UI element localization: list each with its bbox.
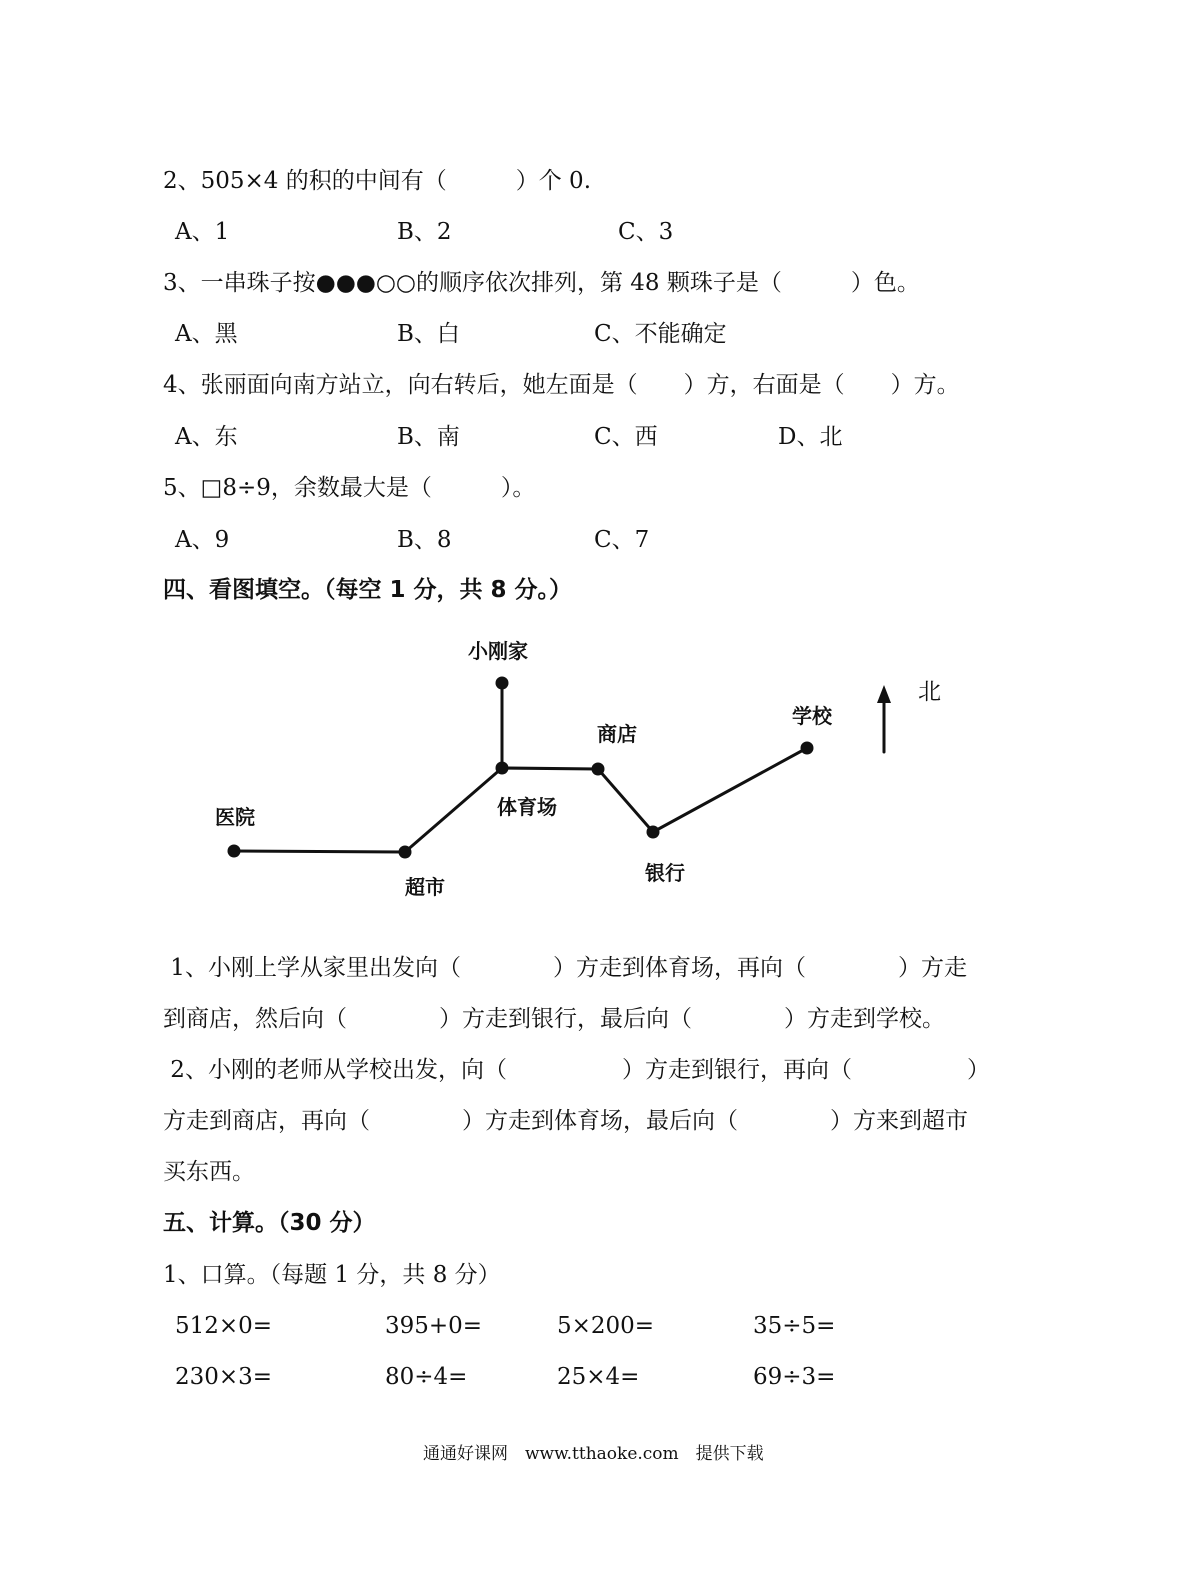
section-4-item-2-line-2: 方走到商店，再向（ ）方走到体育场，最后向（ ）方来到超市: [163, 1108, 968, 1134]
question-2-stem: 2、505×4 的积的中间有（ ）个 0.: [163, 168, 592, 194]
bank-dot: [647, 826, 660, 839]
path-hospital-supermarket: [234, 851, 405, 852]
oral-calc-item: 25×4=: [557, 1364, 640, 1390]
question-4-stem: 4、张丽面向南方站立，向右转后，她左面是（ ）方，右面是（ ）方。: [163, 372, 960, 398]
map-label-shop: 商店: [597, 722, 637, 746]
supermarket-dot: [399, 846, 412, 859]
map-label-bank: 银行: [645, 861, 685, 885]
question-2-option-c: C、3: [618, 219, 674, 245]
oral-calc-item: 230×3=: [175, 1364, 273, 1390]
oral-calc-item: 35÷5=: [753, 1313, 836, 1339]
section-4-item-2-line-1: 2、小刚的老师从学校出发，向（ ）方走到银行，再向（ ）: [163, 1057, 990, 1083]
question-3-option-c: C、不能确定: [594, 321, 727, 347]
question-4-option-d: D、北: [778, 424, 843, 450]
path-stadium-shop: [502, 768, 598, 769]
oral-calc-item: 395+0=: [385, 1313, 483, 1339]
question-5-option-b: B、8: [397, 527, 452, 553]
question-3-option-b: B、白: [397, 321, 460, 347]
school-dot: [801, 742, 814, 755]
section-5-subheading: 1、口算。（每题 1 分，共 8 分）: [163, 1262, 501, 1288]
hospital-dot: [228, 845, 241, 858]
question-4-option-c: C、西: [594, 424, 658, 450]
question-4-option-b: B、南: [397, 424, 460, 450]
question-3-option-a: A、黑: [175, 321, 238, 347]
question-5-option-a: A、9: [175, 527, 230, 553]
question-5-stem: 5、□8÷9，余数最大是（ ）。: [163, 475, 536, 501]
path-bank-school: [653, 748, 807, 832]
shop-dot: [592, 763, 605, 776]
footer-source: 通通好课网 www.tthaoke.com 提供下载: [423, 1444, 764, 1464]
map-label-north: 北: [918, 679, 941, 705]
path-supermarket-stadium: [405, 768, 502, 852]
stadium-dot: [496, 762, 509, 775]
section-4-item-1-line-2: 到商店，然后向（ ）方走到银行，最后向（ ）方走到学校。: [163, 1006, 945, 1032]
oral-calc-item: 5×200=: [557, 1313, 655, 1339]
section-4-item-1-line-1: 1、小刚上学从家里出发向（ ）方走到体育场，再向（ ）方走: [163, 955, 967, 981]
question-5-option-c: C、7: [594, 527, 650, 553]
path-shop-bank: [598, 769, 653, 832]
question-3-stem: 3、一串珠子按●●●○○的顺序依次排列，第 48 颗珠子是（ ）色。: [163, 270, 920, 296]
section-4-heading: 四、看图填空。（每空 1 分，共 8 分。）: [163, 577, 573, 603]
map-label-stadium: 体育场: [497, 795, 557, 819]
oral-calc-item: 69÷3=: [753, 1364, 836, 1390]
oral-calc-item: 80÷4=: [385, 1364, 468, 1390]
map-label-school: 学校: [792, 704, 832, 728]
section-5-heading: 五、计算。（30 分）: [163, 1210, 376, 1236]
oral-calc-item: 512×0=: [175, 1313, 273, 1339]
north-arrow-icon: [877, 685, 891, 703]
section-4-item-2-line-3: 买东西。: [163, 1159, 255, 1185]
question-4-option-a: A、东: [175, 424, 238, 450]
question-2-option-b: B、2: [397, 219, 452, 245]
question-2-option-a: A、1: [175, 219, 230, 245]
home-dot: [496, 677, 509, 690]
map-label-home: 小刚家: [468, 639, 528, 663]
map-label-supermarket: 超市: [405, 875, 445, 899]
map-label-hospital: 医院: [215, 805, 255, 829]
